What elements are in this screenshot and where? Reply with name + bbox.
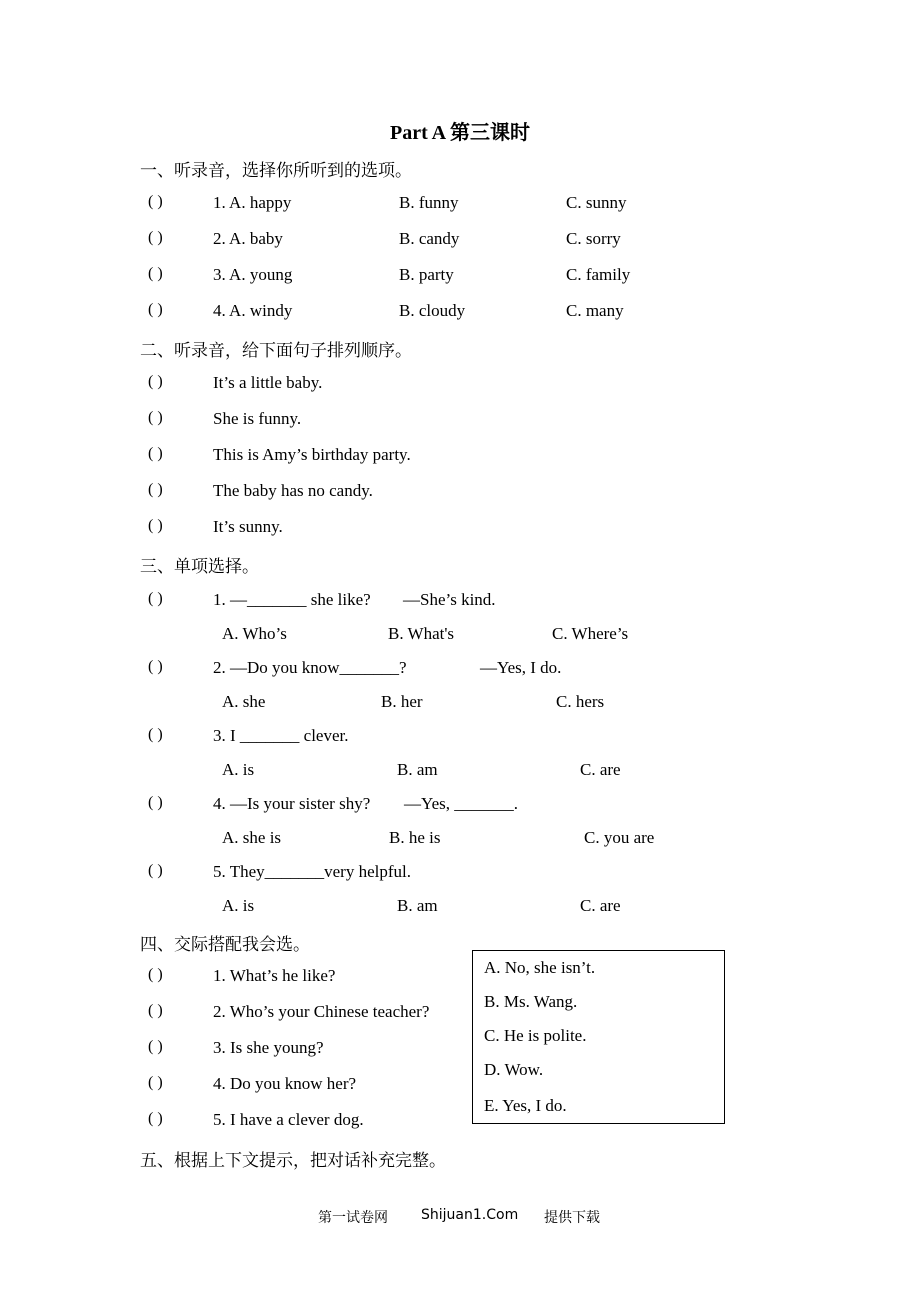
s1-q1-option-c: C. sunny: [566, 193, 627, 212]
s4-question: 3. Is she young?: [213, 1038, 324, 1057]
answer-paren[interactable]: ( ): [148, 658, 163, 675]
section5-heading: 五、根据上下文提示，把对话补充完整。: [140, 1151, 446, 1170]
answer-paren[interactable]: ( ): [148, 1110, 163, 1127]
s3-q2-option-c: C. hers: [556, 692, 605, 711]
s2-sentence: She is funny.: [213, 409, 302, 428]
answer-paren[interactable]: ( ): [148, 726, 163, 743]
s1-q2-option-c: C. sorry: [566, 229, 621, 248]
s4-option: D. Wow.: [484, 1060, 544, 1079]
s1-q4-option-b: B. cloudy: [399, 301, 466, 320]
s3-q5-option-a: A. is: [222, 896, 255, 915]
s3-q3-option-c: C. are: [580, 760, 621, 779]
answer-paren[interactable]: ( ): [148, 517, 163, 534]
s3-q1-stem: 1. —_______ she like?: [213, 590, 371, 609]
s1-q3-option-b: B. party: [399, 265, 454, 284]
s3-q2-reply: —Yes, I do.: [480, 658, 562, 677]
s4-option: B. Ms. Wang.: [484, 992, 578, 1011]
s3-q2-option-b: B. her: [381, 692, 423, 711]
s3-q4-stem: 4. —Is your sister shy?: [213, 794, 371, 813]
s4-option: E. Yes, I do.: [484, 1096, 567, 1115]
answer-paren[interactable]: ( ): [148, 794, 163, 811]
section1-heading: 一、听录音，选择你所听到的选项。: [140, 161, 412, 180]
s1-q4-option-a: 4. A. windy: [213, 301, 293, 320]
answer-paren[interactable]: ( ): [148, 445, 163, 462]
s3-q4-option-b: B. he is: [389, 828, 441, 847]
section2-heading: 二、听录音，给下面句子排列顺序。: [140, 341, 412, 360]
s3-q5-stem: 5. They_______very helpful.: [213, 862, 411, 881]
answer-paren[interactable]: ( ): [148, 301, 163, 318]
answer-paren[interactable]: ( ): [148, 1074, 163, 1091]
s3-q1-option-c: C. Where’s: [552, 624, 629, 643]
s3-q2-option-a: A. she: [222, 692, 266, 711]
s3-q4-option-a: A. she is: [222, 828, 282, 847]
page-title: Part A 第三课时: [390, 122, 530, 144]
answer-paren[interactable]: ( ): [148, 1002, 163, 1019]
s1-q4-option-c: C. many: [566, 301, 624, 320]
s1-q1-option-b: B. funny: [399, 193, 459, 212]
s2-sentence: This is Amy’s birthday party.: [213, 445, 411, 464]
answer-paren[interactable]: ( ): [148, 481, 163, 498]
s4-question: 2. Who’s your Chinese teacher?: [213, 1002, 430, 1021]
s2-sentence: It’s a little baby.: [213, 373, 323, 392]
s1-q2-option-a: 2. A. baby: [213, 229, 283, 248]
s4-question: 5. I have a clever dog.: [213, 1110, 364, 1129]
s1-q3-option-c: C. family: [566, 265, 631, 284]
answer-paren[interactable]: ( ): [148, 862, 163, 879]
section4-heading: 四、交际搭配我会选。: [140, 935, 310, 954]
s3-q4-option-c: C. you are: [584, 828, 655, 847]
s3-q5-option-c: C. are: [580, 896, 621, 915]
s3-q4-reply: —Yes, _______.: [404, 794, 518, 813]
s1-q2-option-b: B. candy: [399, 229, 460, 248]
s1-q1-option-a: 1. A. happy: [213, 193, 292, 212]
footer-site-link[interactable]: Shijuan1.Com: [421, 1207, 519, 1223]
s3-q1-option-b: B. What's: [388, 624, 455, 643]
answer-paren[interactable]: ( ): [148, 265, 163, 282]
s3-q1-option-a: A. Who’s: [222, 624, 287, 643]
answer-paren[interactable]: ( ): [148, 409, 163, 426]
answer-paren[interactable]: ( ): [148, 1038, 163, 1055]
s3-q3-option-a: A. is: [222, 760, 255, 779]
s3-q5-option-b: B. am: [397, 896, 438, 915]
answer-paren[interactable]: ( ): [148, 373, 163, 390]
s2-sentence: It’s sunny.: [213, 517, 283, 536]
footer-download-text: 提供下载: [544, 1210, 600, 1226]
s3-q1-reply: —She’s kind.: [403, 590, 496, 609]
s3-q2-stem: 2. —Do you know_______?: [213, 658, 407, 677]
footer-site-name: 第一试卷网: [318, 1210, 388, 1226]
s4-option: C. He is polite.: [484, 1026, 587, 1045]
answer-paren[interactable]: ( ): [148, 590, 163, 607]
s1-q3-option-a: 3. A. young: [213, 265, 293, 284]
s4-option: A. No, she isn’t.: [484, 958, 596, 977]
s3-q3-stem: 3. I _______ clever.: [213, 726, 349, 745]
s4-question: 1. What’s he like?: [213, 966, 336, 985]
answer-paren[interactable]: ( ): [148, 193, 163, 210]
answer-paren[interactable]: ( ): [148, 966, 163, 983]
s4-question: 4. Do you know her?: [213, 1074, 357, 1093]
s2-sentence: The baby has no candy.: [213, 481, 373, 500]
answer-paren[interactable]: ( ): [148, 229, 163, 246]
s3-q3-option-b: B. am: [397, 760, 438, 779]
section3-heading: 三、单项选择。: [140, 557, 259, 576]
